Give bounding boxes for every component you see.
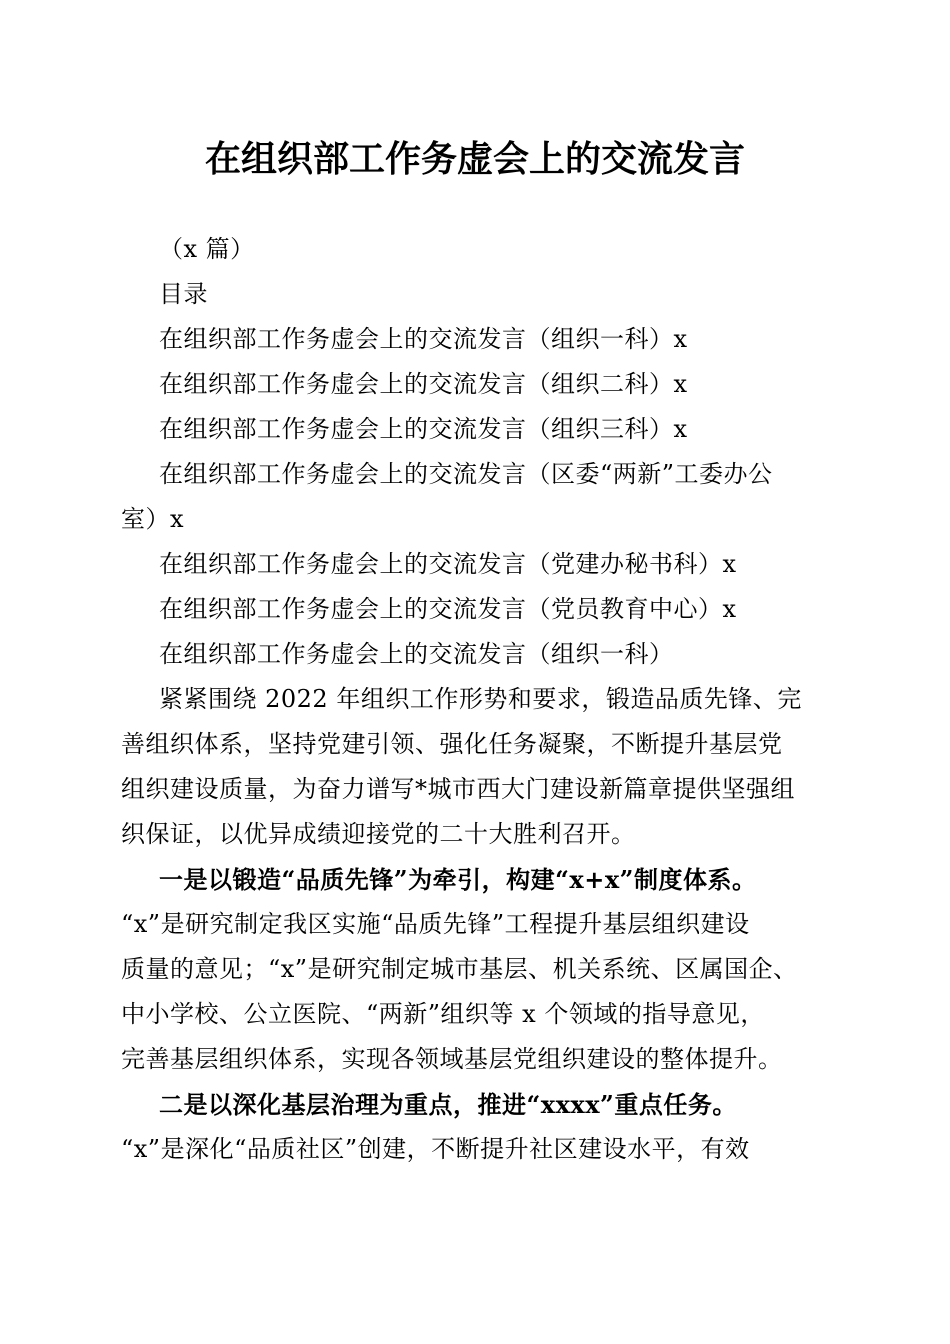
document-body	[121, 227, 833, 1172]
toc-entry-continuation: 室）x	[121, 505, 185, 533]
toc-heading: 目录	[159, 280, 208, 308]
paragraph-line: “x”是研究制定我区实施“品质先锋”工程提升基层组织建设	[121, 910, 750, 938]
section-heading: 在组织部工作务虚会上的交流发言（组织一科）	[159, 640, 674, 668]
toc-entry: 在组织部工作务虚会上的交流发言（区委“两新”工委办公	[159, 460, 773, 488]
toc-entry: 在组织部工作务虚会上的交流发言（组织三科）x	[159, 415, 688, 443]
paragraph-line: （x 篇）	[159, 235, 255, 263]
paragraph-line: 紧紧围绕 2022 年组织工作形势和要求，锻造品质先锋、完	[159, 685, 802, 713]
bold-lead-line: 一是以锻造“品质先锋”为牵引，构建“x+x”制度体系。	[159, 865, 757, 894]
paragraph-line: 中小学校、公立医院、“两新”组织等 x 个领域的指导意见，	[121, 1000, 765, 1028]
paragraph-line: 组织建设质量，为奋力谱写*城市西大门建设新篇章提供坚强组	[121, 775, 795, 803]
toc-entry: 在组织部工作务虚会上的交流发言（党员教育中心）x	[159, 595, 737, 623]
bold-lead-line: 二是以深化基层治理为重点，推进“xxxx”重点任务。	[159, 1090, 737, 1119]
paragraph-line: “x”是深化“品质社区”创建，不断提升社区建设水平，有效	[121, 1135, 750, 1163]
paragraph-line: 善组织体系，坚持党建引领、强化任务凝聚，不断提升基层党	[121, 730, 783, 758]
document-title: 在组织部工作务虚会上的交流发言	[204, 138, 745, 180]
toc-entry: 在组织部工作务虚会上的交流发言（党建办秘书科）x	[159, 550, 737, 578]
toc-entry: 在组织部工作务虚会上的交流发言（组织一科）x	[159, 325, 688, 353]
paragraph-line: 完善基层组织体系，实现各领域基层党组织建设的整体提升。	[121, 1045, 783, 1073]
paragraph-line: 质量的意见；“x”是研究制定城市基层、机关系统、区属国企、	[121, 955, 798, 983]
toc-entry: 在组织部工作务虚会上的交流发言（组织二科）x	[159, 370, 688, 398]
paragraph-line: 织保证，以优异成绩迎接党的二十大胜利召开。	[121, 820, 636, 848]
